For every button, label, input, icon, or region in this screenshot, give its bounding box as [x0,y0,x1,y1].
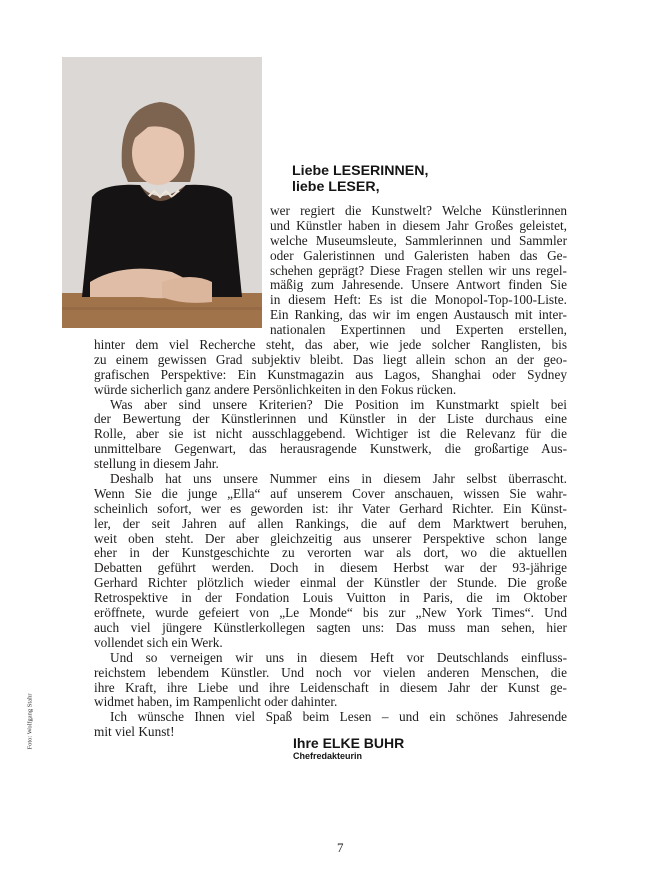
text-line: auch viel jüngere Künstlerkollegen sagten uns: Das muss man sehen, hier [94,619,567,635]
signature [293,736,404,762]
text-line: Debatten geführt werden. Doch in diesem Herbst war der 93-jährige [94,560,567,576]
text-line: grafischen Perspektive: Ein Kunstmagazin aus Lagos, Shanghai oder Sydney [94,366,567,382]
text-line: ler, der seit Jahren auf allen Rankings, die auf dem Marktwert beruhen, [94,515,567,531]
greeting-heading [292,164,428,195]
text-line: nationalen Expertinnen und Experten erstellen, [270,322,567,338]
text-line: eher in der Kunstgeschichte zu verorten war als dort, wo die aktuellen [94,545,567,561]
greeting-line-2: liebe LESER, [292,178,380,195]
photo-credit: Foto: Wolfgang Stahr [26,693,34,750]
text-line: ihre Kraft, ihre Liebe und ihre Leidenschaft in diesem Jahr der Kunst ge- [94,679,567,695]
text-line: reichstem lebendem Künstler. Und noch vor vielen anderen Menschen, die [94,664,567,680]
text-line: weit oben steht. Der aber gleichzeitig aus unserer Perspektive schon lange [94,530,567,546]
signature-name: Ihre ELKE BUHR [293,735,405,751]
editorial-body [0,204,660,740]
text-line: unmittelbare Gegenwart, das herausragende Kunstwerk, die großartige Aus- [94,441,567,457]
text-line: zu einem gewissen Grad subjektiv bleibt. Das liegt allein schon an der geo- [94,351,567,367]
text-line: mäßig zum Jahresende. Unsere Antwort finden Sie [270,277,567,293]
text-line: hinter dem viel Recherche steht, das aber, wie jede solcher Ranglisten, bis [94,337,567,353]
text-line: schehen geprägt? Diese Fragen stellen wir uns regel- [270,262,567,278]
text-line: eröffnete, wurde gefeiert von „Le Monde“ bis zur „New York Times“. Und [94,605,567,621]
text-line: Ich wünsche Ihnen viel Spaß beim Lesen – und ein schönes Jahresende [110,709,567,725]
text-line: der Bewertung der Künstlerinnen und Künstler in der Liste durchaus eine [94,411,567,427]
text-line: Deshalb hat uns unsere Nummer eins in diesem Jahr selbst überrascht. [110,471,567,487]
page-number: 7 [337,840,344,855]
text-line: in diesem Heft: Es ist die Monopol-Top-100-Liste. [270,292,567,308]
signature-role: Chefredakteurin [293,751,363,761]
text-line: Was aber sind unsere Kriterien? Die Position im Kunstmarkt spielt bei [110,396,567,412]
text-line: Retrospektive in der Fondation Louis Vuitton in Paris, die im Oktober [94,590,567,606]
text-line: widmet haben, im Rampenlicht oder dahinter. [94,694,338,710]
text-line: mit viel Kunst! [94,724,175,740]
text-line: vollendet sich ein Werk. [94,634,223,650]
text-line: Rolle, aber sie ist nicht ausschlaggebend. Wichtiger ist die Relevanz für die [94,426,567,442]
text-line: wer regiert die Kunstwelt? Welche Künstlerinnen [270,203,567,218]
text-line: Gerhard Richter plötzlich wieder einmal der Künstler der Stunde. Die große [94,575,567,591]
text-line: Wenn Sie die junge „Ella“ auf unserem Cover anschauen, wissen Sie wahr- [94,485,567,501]
text-line: Und so verneigen wir uns in diesem Heft vor Deutschlands einfluss- [110,649,567,665]
text-line: und Künstler haben in diesem Jahr Großes geleistet, [270,217,567,233]
text-line: stellung in diesem Jahr. [94,456,219,472]
text-line: oder Galeristinnen und Galeristen haben das Ge- [270,247,567,263]
text-line: welche Museumsleute, Sammlerinnen und Sammler [270,232,567,248]
text-line: scheinlich sofort, wer es geworden ist: ihr Vater Gerhard Richter. Ein Künst- [94,500,567,516]
greeting-line-1: Liebe LESERINNEN, [292,163,429,179]
text-line: würde sicherlich ganz andere Persönlichkeiten in den Fokus rücken. [94,381,457,397]
text-line: Ein Ranking, das wir im engen Austausch mit inter- [270,307,567,323]
